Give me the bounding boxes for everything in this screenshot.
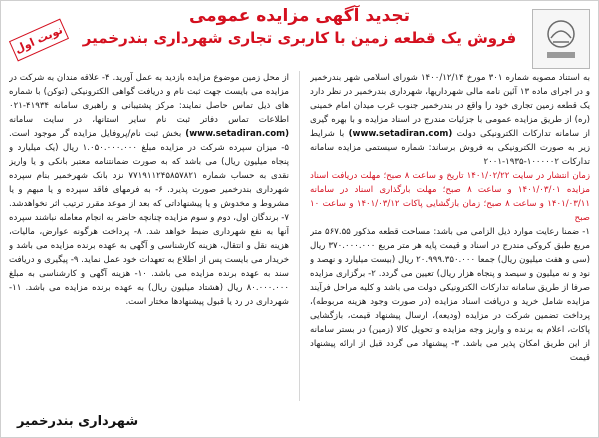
notice-dates: زمان انتشار در سایت ۱۴۰۱/۰۲/۲۲ تاریخ و ساعت ۸ صبح؛ مهلت دریافت اسناد مزایده ۱۴۰۱/۰۳/۰۱ و ساعت ۸ صبح؛ مهلت بارگذاری اسناد در سامانه ۱۴۰۱/۰۳/۱۱ و ساعت ۸ صبح؛ زمان بازگشایی پاکات ۱۴۰۱/۰۳/۱۲ و ساعت ۱۰ صبح <box>310 171 590 223</box>
municipality-signature: شهرداری بندرخمیر <box>17 414 139 429</box>
left-paragraph-1b: بخش ثبت نام/پروفایل مزایده گر موجود است. ۵- میزان سپرده شرکت در مزایده مبلغ ۱.۰۵۰.۰۰۰.۰۰۰ ریال (یک میلیارد و پنجاه میلیون ریال) می باشد که به صورت ضمانتنامه معتبر بانکی و یا واریز نقدی به حساب شماره ۷۷۱۹۱۱۲۴۵۸۵۷۸۲۱ نزد بانک شهرخمیر بنام سپرده شهرداری بندرخمیر صورت پذیرد. ۶- به فرمهای فاقد سپرده و یا مبهم و یا مشروط و مخدوش و یا پیشنهاداتی که بعد از موعد مقرر ترتیب اثر نخواهدشد. ۷- برندگان اول، دوم و سوم مزایده چنانچه حاضر به انجام معامله نباشند سپرده آنها به نفع شهرداری ضبط خواهد شد. ۸- پرداخت هرگونه عوارض، مالیات، هزینه نقل و انتقال، هزینه کارشناسی و آگهی به عهده برنده مزایده می باشد و خریدار می بایست پس از اطلاع به تعهدات خود عمل نماید. ۹- پیگیری و دریافت سند به عهده برنده مزایده می باشد. ۱۰- هزینه آگهی و کارشناسی به مبلغ ۸۰.۰۰۰.۰۰۰ ریال (هشتاد میلیون ریال) به عهده برنده مزایده می باشد. ۱۱- شهرداری در رد یا قبول پیشنهادها مختار است. <box>9 129 289 307</box>
notice-column-left <box>9 71 289 401</box>
left-paragraph-1: از محل زمین موضوع مزایده بازدید به عمل آورید. ۴- علاقه مندان به شرکت در مزایده می بایست جهت ثبت نام و دریافت گواهی الکترونیکی (توکن) با شماره های ذیل تماس حاصل نمایند: مرکز پشتیبانی و راهبری سامانه ۴۱۹۳۴-۰۲۱ اطلاعات تماس دفاتر ثبت نام سایر استانها، در سایت سامانه <box>9 73 289 125</box>
notice-title: تجدید آگهی مزایده عمومی <box>188 6 411 26</box>
notice-subtitle: فروش یک قطعه زمین با کاربری تجاری شهرداری بندرخمیر <box>82 29 517 47</box>
notice-header <box>71 5 528 55</box>
column-divider <box>299 71 300 401</box>
notice-body <box>9 71 590 401</box>
municipality-logo-icon <box>532 9 590 69</box>
setadiran-link-2[interactable]: (www.setadiran.com) <box>185 129 289 139</box>
right-paragraph-2: با شرایط زیر به صورت الکترونیکی به فروش برساند: شماره سیستمی مزایده سامانه تدارکات ۱۰۰۰۰۰۲-۱۹۳۵-۲۰۰۱ <box>310 129 590 167</box>
notice-round-stamp: نوبت اول <box>9 19 69 62</box>
right-paragraph-1: به استناد مصوبه شماره ۳۰۱ مورخ ۱۴۰۰/۱۲/۱۴ شورای اسلامی شهر بندرخمیر و در اجرای ماده ۱۳ آئین نامه مالی شهرداریها، شهرداری بندرخمیر در نظر دارد یک قطعه زمین تجاری خود را واقع در بندرخمیر جنوب غرب میدان امام خمینی (ره) از طریق مزایده عمومی با جزئیات مندرج در اسناد مزایده و با بهره گیری از سامانه تدارکات الکترونیکی دولت <box>310 73 590 139</box>
notice-column-right <box>310 71 590 401</box>
right-paragraph-3: ۱- ضمنا رعایت موارد ذیل الزامی می باشد: مساحت قطعه مذکور ۵۶۷.۵۵ متر مربع طبق کروکی مندرج در اسناد و قیمت پایه هر متر مربع ۳۷۰.۰۰۰.۰۰۰ ریال (سی و هفت میلیون ریال) جمعا ۲۰.۹۹۹.۳۵۰.۰۰۰ ریال (بیست میلیارد و نهصد و نود و نه میلیون و سیصد و پنجاه هزار ریال) تعیین می گردد. ۲- برگزاری مزایده صرفا از طریق سامانه تدارکات الکترونیکی دولت می باشد و کلیه مراحل فرآیند مزایده شامل خرید و دریافت اسناد مزایده (در صورت وجود هزینه مربوطه)، پرداخت تضمین شرکت در مزایده (ودیعه)، ارسال پیشنهاد قیمت، بازگشایی پاکات، اعلام به برنده و واریز وجه مزایده و تحویل کالا (زمین) در بستر سامانه از این طریق امکان پذیر می باشد. ۳- پیشنهاد می گردد قبل از ارائه پیشنهاد قیمت <box>310 227 590 363</box>
setadiran-link[interactable]: (www.setadiran.com) <box>348 129 453 139</box>
